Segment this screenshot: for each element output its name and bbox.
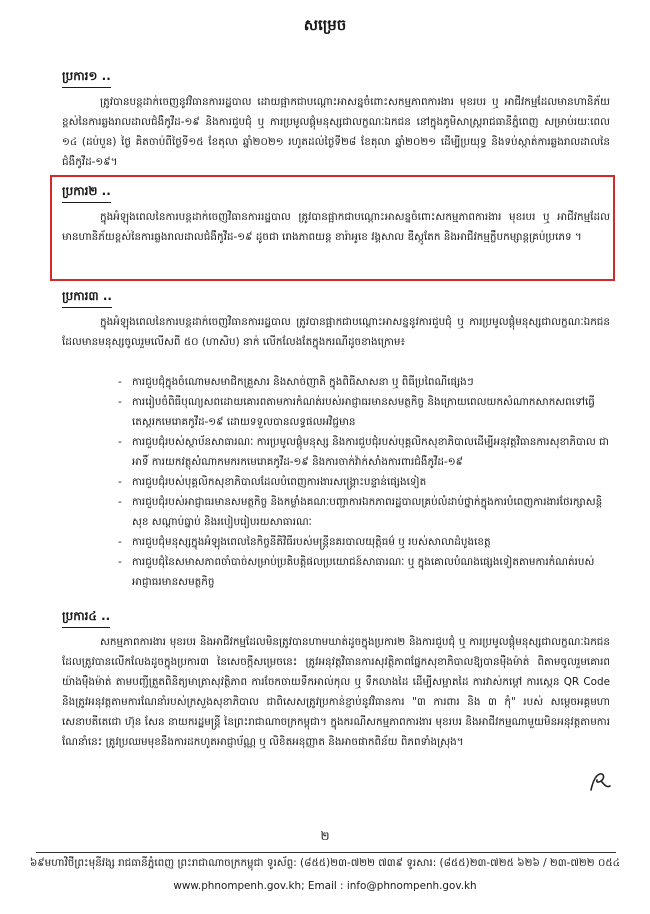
initials-signature-icon bbox=[588, 771, 612, 793]
list-item: - ការជួបជុំរបស់ស្ថាប័នសាធារណៈ ការប្រមូលផ្ដុំមនុស្ស និងការជួបជុំរបស់បុគ្គលិកសុខាភិបាលដើម្បីអនុវត្តវិធានការសុខាភិបាល ជាអាទិ៍ ការយកវត្ថុសំណាកមករកមេរោគកូវីដ-១៩ និងការចាក់វ៉ាក់សាំងការពារជំងឺកូវីដ-១៩ bbox=[118, 432, 610, 472]
footer-divider bbox=[36, 852, 616, 853]
article-3-label: ប្រការ៣ .. bbox=[62, 288, 112, 308]
list-item: - ការជួបជុំរបស់បុគ្គលិកសុខាភិបាលដែលបំពេញការងារសង្គ្រោះបន្ទាន់ផ្សេងទៀត bbox=[118, 472, 610, 492]
article-2-paragraph: ក្នុងអំឡុងពេលនៃការបន្តដាក់ចេញវិធានការរដ្ឋបាល ត្រូវបានផ្អាកជាបណ្ដោះអាសន្នចំពោះសកម្មភាពការងារ មុខរបរ ឬ អាជីវកម្មដែលមានហានិភ័យខ្ពស់នៃការឆ្លងរាលដាលជំងឺកូវីដ-១៩ ដូចជា រោងភាពយន្ត ខារ៉ាអូខេ វង្គសាល ឌីស្កូតែក និងអាជីវកម្មក្លឹបកម្សាន្តគ្រប់ប្រភេទ ។ bbox=[62, 211, 610, 243]
footer-address: ៦៩មហាវិថីព្រះមុនីវង្ស រាជធានីភ្នំពេញ ព្រះរាជាណាចក្រកម្ពុជា ទូរស័ព្ទ: (៨៥៥)២៣-៧២២ ៧៣៩ ទូរសារ: (៨៥៥)២៣-៧២៥ ៦២៦ / ២៣-៧២២ ០៥៤ bbox=[29, 857, 621, 869]
article-2-label: ប្រការ២ .. bbox=[62, 183, 111, 203]
article-3-intro bbox=[62, 312, 610, 352]
list-item: - ការជួបជុំនៃសមាសភាពចាំបាច់សម្រាប់ប្រតិបត្តិផលប្រយោជន៍សាធារណៈ ឬ ក្នុងគោលបំណងផ្សេងទៀតតាមការកំណត់របស់អាជ្ញាធរមានសមត្ថកិច្ច bbox=[118, 552, 610, 592]
article-1-body bbox=[62, 92, 610, 172]
list-item: - ការជួបជុំមនុស្សក្នុងអំឡុងពេលនៃកិច្ចនីតិវិធីរបស់មន្ត្រីនគរបាលយុត្តិធម៌ ឬ របស់សាលាដំបូងខេត្ត bbox=[118, 532, 610, 552]
footer-website: www.phnompenh.gov.kh; Email : info@phnompenh.gov.kh bbox=[173, 880, 477, 892]
list-item: - ការជួបជុំរបស់អាជ្ញាធរមានសមត្ថកិច្ច និងកម្លាំងគណៈបញ្ជាការឯកភាពរដ្ឋបាលគ្រប់លំដាប់ថ្នាក់ក្នុងការបំពេញការងារថែរក្សាសន្តិសុខ សណ្ដាប់ធ្នាប់ និងរបៀបរៀបរយសាធារណៈ bbox=[118, 492, 610, 532]
list-item: - ការជួបជុំក្នុងចំណោមសមាជិកគ្រួសារ និងសាច់ញាតិ ក្នុងពិធីសាសនា ឬ ពិធីប្រពៃណីផ្សេងៗ bbox=[118, 372, 610, 392]
article-4-body bbox=[62, 632, 610, 752]
article-4-paragraph: សកម្មភាពការងារ មុខរបរ និងអាជីវកម្មដែលមិនត្រូវបានហាមឃាត់ដូចក្នុងប្រការ២ និងការជួបជុំ ឬ ការប្រមូលផ្ដុំមនុស្សជាលក្ខណៈឯកជនដែលត្រូវបានលើកលែងដូចក្នុងប្រការ៣ នៃសេចក្ដីសម្រេចនេះ ត្រូវអនុវត្តវិធានការសុវត្ថិភាពផ្នែកសុខាភិបាលឱ្យបានម៉ឺងម៉ាត់ ពិតាមចូលរួមគោរពយ៉ាងម៉ឺងម៉ាត់ តាមបញ្ជីត្រួតពិនិត្យមាត្រាសុវត្ថិភាព ការចែកចាយទឹកអាល់កុល ឬ ទឹកលាងដៃ ដើម្បីសម្អាតដៃ ការវាស់កម្ដៅ ការស្កេន QR Code និងត្រូវអនុវត្តតាមការណែនាំរបស់ក្រសួងសុខាភិបាល ជាពិសេសត្រូវប្រកាន់ខ្ជាប់នូវវិធានការ "៣ ការពារ និង ៣ កុំ" របស់ សម្ដេចអគ្គមហាសេនាបតីតេជោ ហ៊ុន សែន នាយករដ្ឋមន្ត្រី នៃព្រះរាជាណាចក្រកម្ពុជា។ ក្នុងករណីសកម្មភាពការងារ មុខរបរ និងអាជីវកម្មណាមួយមិនអនុវត្តតាមការណែនាំនេះ ត្រូវប្រឈមមុខនឹងការដកហូតអាជ្ញាប័ណ្ណ ឬ លិខិតអនុញ្ញាត និងអាចផាកពិន័យ ពិភពទាំងស្រុង។ bbox=[62, 636, 610, 748]
document-title: សម្រេច bbox=[303, 16, 347, 34]
page-number: ២ bbox=[320, 829, 330, 843]
article-2-body bbox=[62, 207, 610, 247]
list-item: - ការរៀបចំពិធីបុណ្យសពដោយគោរពតាមការកំណត់របស់អាជ្ញាធរមានសមត្ថកិច្ច និងក្រោយពេលយកសំណាកសាកសពទៅធ្វើតេស្តរកមេរោគកូវីដ-១៩ ដោយទទួលបានលទ្ធផលអវិជ្ជមាន bbox=[118, 392, 610, 432]
article-1-label: ប្រការ១ .. bbox=[62, 68, 111, 88]
article-1-paragraph: ត្រូវបានបន្តដាក់ចេញនូវវិធានការរដ្ឋបាល ដោយផ្អាកជាបណ្ដោះអាសន្នចំពោះសកម្មភាពការងារ មុខរបរ ឬ អាជីវកម្មដែលមានហានិភ័យខ្ពស់នៃការឆ្លងរាលដាលជំងឺកូវីដ-១៩ និងការជួបជុំ ឬ ការប្រមូលផ្ដុំមនុស្សជាលក្ខណៈឯកជន នៅក្នុងភូមិសាស្ត្ររាជធានីភ្នំពេញ សម្រាប់រយៈពេល ១៤ (ដប់បួន) ថ្ងៃ គិតចាប់ពីថ្ងៃទី១៥ ខែតុលា ឆ្នាំ២០២១ រហូតដល់ថ្ងៃទី២៨ ខែតុលា ឆ្នាំ២០២១ ដើម្បីប្រយុទ្ធ និងទប់ស្កាត់ការឆ្លងរាលដាលនៃជំងឺកូវីដ-១៩។ bbox=[62, 96, 610, 168]
article-4-label: ប្រការ៤ .. bbox=[62, 608, 110, 628]
article-3-bullet-list bbox=[118, 372, 610, 592]
article-3-intro-text: ក្នុងអំឡុងពេលនៃការបន្តដាក់ចេញវិធានការរដ្ឋបាល ត្រូវបានផ្អាកជាបណ្ដោះអាសន្ននូវការជួបជុំ ឬ ការប្រមូលផ្ដុំមនុស្សជាលក្ខណៈឯកជនដែលមានមនុស្សចូលរួមលើសពី ៥០ (ហាសិប) នាក់ លើកលែងតែក្នុងករណីដូចខាងក្រោម៖ bbox=[62, 316, 610, 348]
